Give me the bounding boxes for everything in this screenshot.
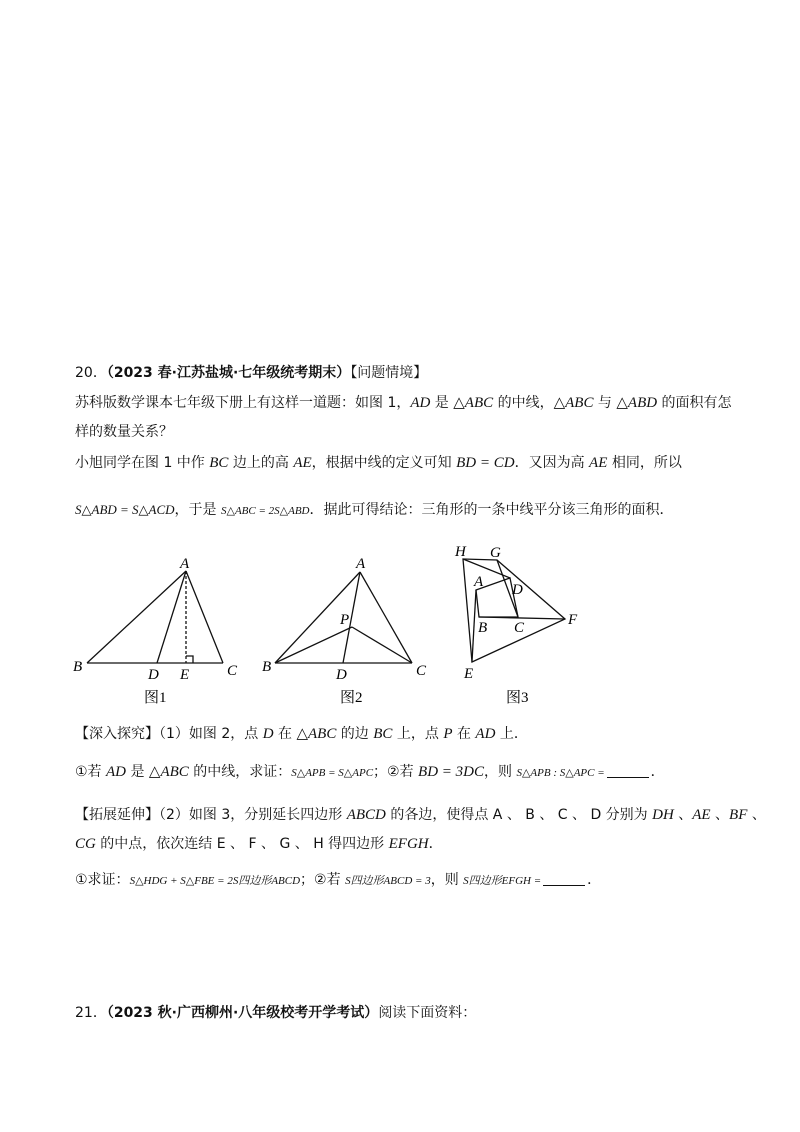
- extension-line-1: 【拓展延伸】（2）如图 3，分别延长四边形 ABCD 的各边，使得点 A 、 B 、 C 、 D 分别为 DH 、AE 、BF 、: [75, 807, 766, 823]
- question-number: 20．: [75, 365, 107, 381]
- fig2-segment-AC: [360, 572, 412, 663]
- fig2-segment-PB: [275, 627, 352, 663]
- fig3-label-E: E: [464, 666, 474, 682]
- paragraph-line-2: 样的数量关系？: [75, 424, 173, 440]
- extension-line-2: CG 的中点，依次连结 E 、 F 、 G 、 H 得四边形 EFGH．: [75, 836, 443, 852]
- fig2-caption: 图2: [340, 690, 363, 706]
- paragraph-line-3: 小旭同学在图 1 中作 BC 边上的高 AE，根据中线的定义可知 BD = CD．又因为高 AE 相同，所以: [75, 455, 682, 471]
- fig1-label-D: D: [148, 667, 159, 683]
- fig1-label-A: A: [180, 556, 190, 572]
- question-21-header: 21．（2023 秋·广西柳州·八年级校考开学考试）阅读下面资料：: [75, 1005, 477, 1021]
- answer-blank-area[interactable]: [543, 871, 585, 886]
- section-title: 【问题情境】: [350, 365, 428, 381]
- fig3-segment-AE: [472, 590, 476, 662]
- deep-explore-line: 【深入探究】（1）如图 2，点 D 在 △ABC 的边 BC 上，点 P 在 AD 上．: [75, 726, 528, 742]
- figure-3-labels: [454, 544, 578, 706]
- question-number: 21．: [75, 1005, 107, 1021]
- fig2-segment-PC: [352, 627, 412, 663]
- paragraph-line-4: S△ABD = S△ACD，于是 S△ABC = 2S△ABD．据此可得结论：三角形的一条中线平分该三角形的面积．: [75, 502, 674, 518]
- answer-blank-ratio[interactable]: [607, 763, 649, 778]
- fig1-right-angle-mark: [186, 656, 193, 663]
- fig1-label-C: C: [227, 663, 238, 679]
- fig3-label-G: G: [490, 545, 501, 561]
- fig3-label-D: D: [512, 582, 523, 598]
- extension-title: 【拓展延伸】: [75, 807, 159, 823]
- fig3-label-H: H: [455, 544, 466, 560]
- fig3-segment-BF: [479, 617, 565, 619]
- fig3-label-A: A: [474, 574, 484, 590]
- figure-1: [87, 571, 223, 663]
- deep-explore-question: ①若 AD 是 △ABC 的中线，求证：S△APB = S△APC；②若 BD = 3DC，则 S△APB : S△APC = ．: [75, 764, 665, 780]
- fig2-label-C: C: [416, 663, 427, 679]
- fig3-label-C: C: [514, 620, 525, 636]
- fig2-label-A: A: [356, 556, 366, 572]
- figure-1-labels: [73, 556, 238, 706]
- fig1-label-B: B: [73, 659, 83, 675]
- fig3-label-F: F: [568, 612, 578, 628]
- fig3-caption: 图3: [506, 690, 529, 706]
- fig1-caption: 图1: [144, 690, 167, 706]
- fig2-label-B: B: [262, 659, 272, 675]
- deep-explore-title: 【深入探究】: [75, 726, 159, 742]
- fig1-segment-AC: [186, 571, 223, 663]
- question-source: （2023 春·江苏盐城·七年级统考期末）: [106, 365, 351, 381]
- extension-question: ①求证：S△HDG + S△FBE = 2S四边形ABCD；②若 S四边形ABCD = 3，则 S四边形EFGH = ．: [75, 872, 602, 888]
- paragraph-line-1: 苏科版数学课本七年级下册上有这样一道题：如图 1，AD 是 △ABC 的中线，△ABC 与 △ABD 的面积有怎: [75, 395, 732, 411]
- fig2-label-D: D: [336, 667, 347, 683]
- fig2-label-P: P: [340, 612, 350, 628]
- fig1-label-E: E: [180, 667, 190, 683]
- fig3-label-B: B: [478, 620, 488, 636]
- question-source: （2023 秋·广西柳州·八年级校考开学考试）: [106, 1005, 379, 1021]
